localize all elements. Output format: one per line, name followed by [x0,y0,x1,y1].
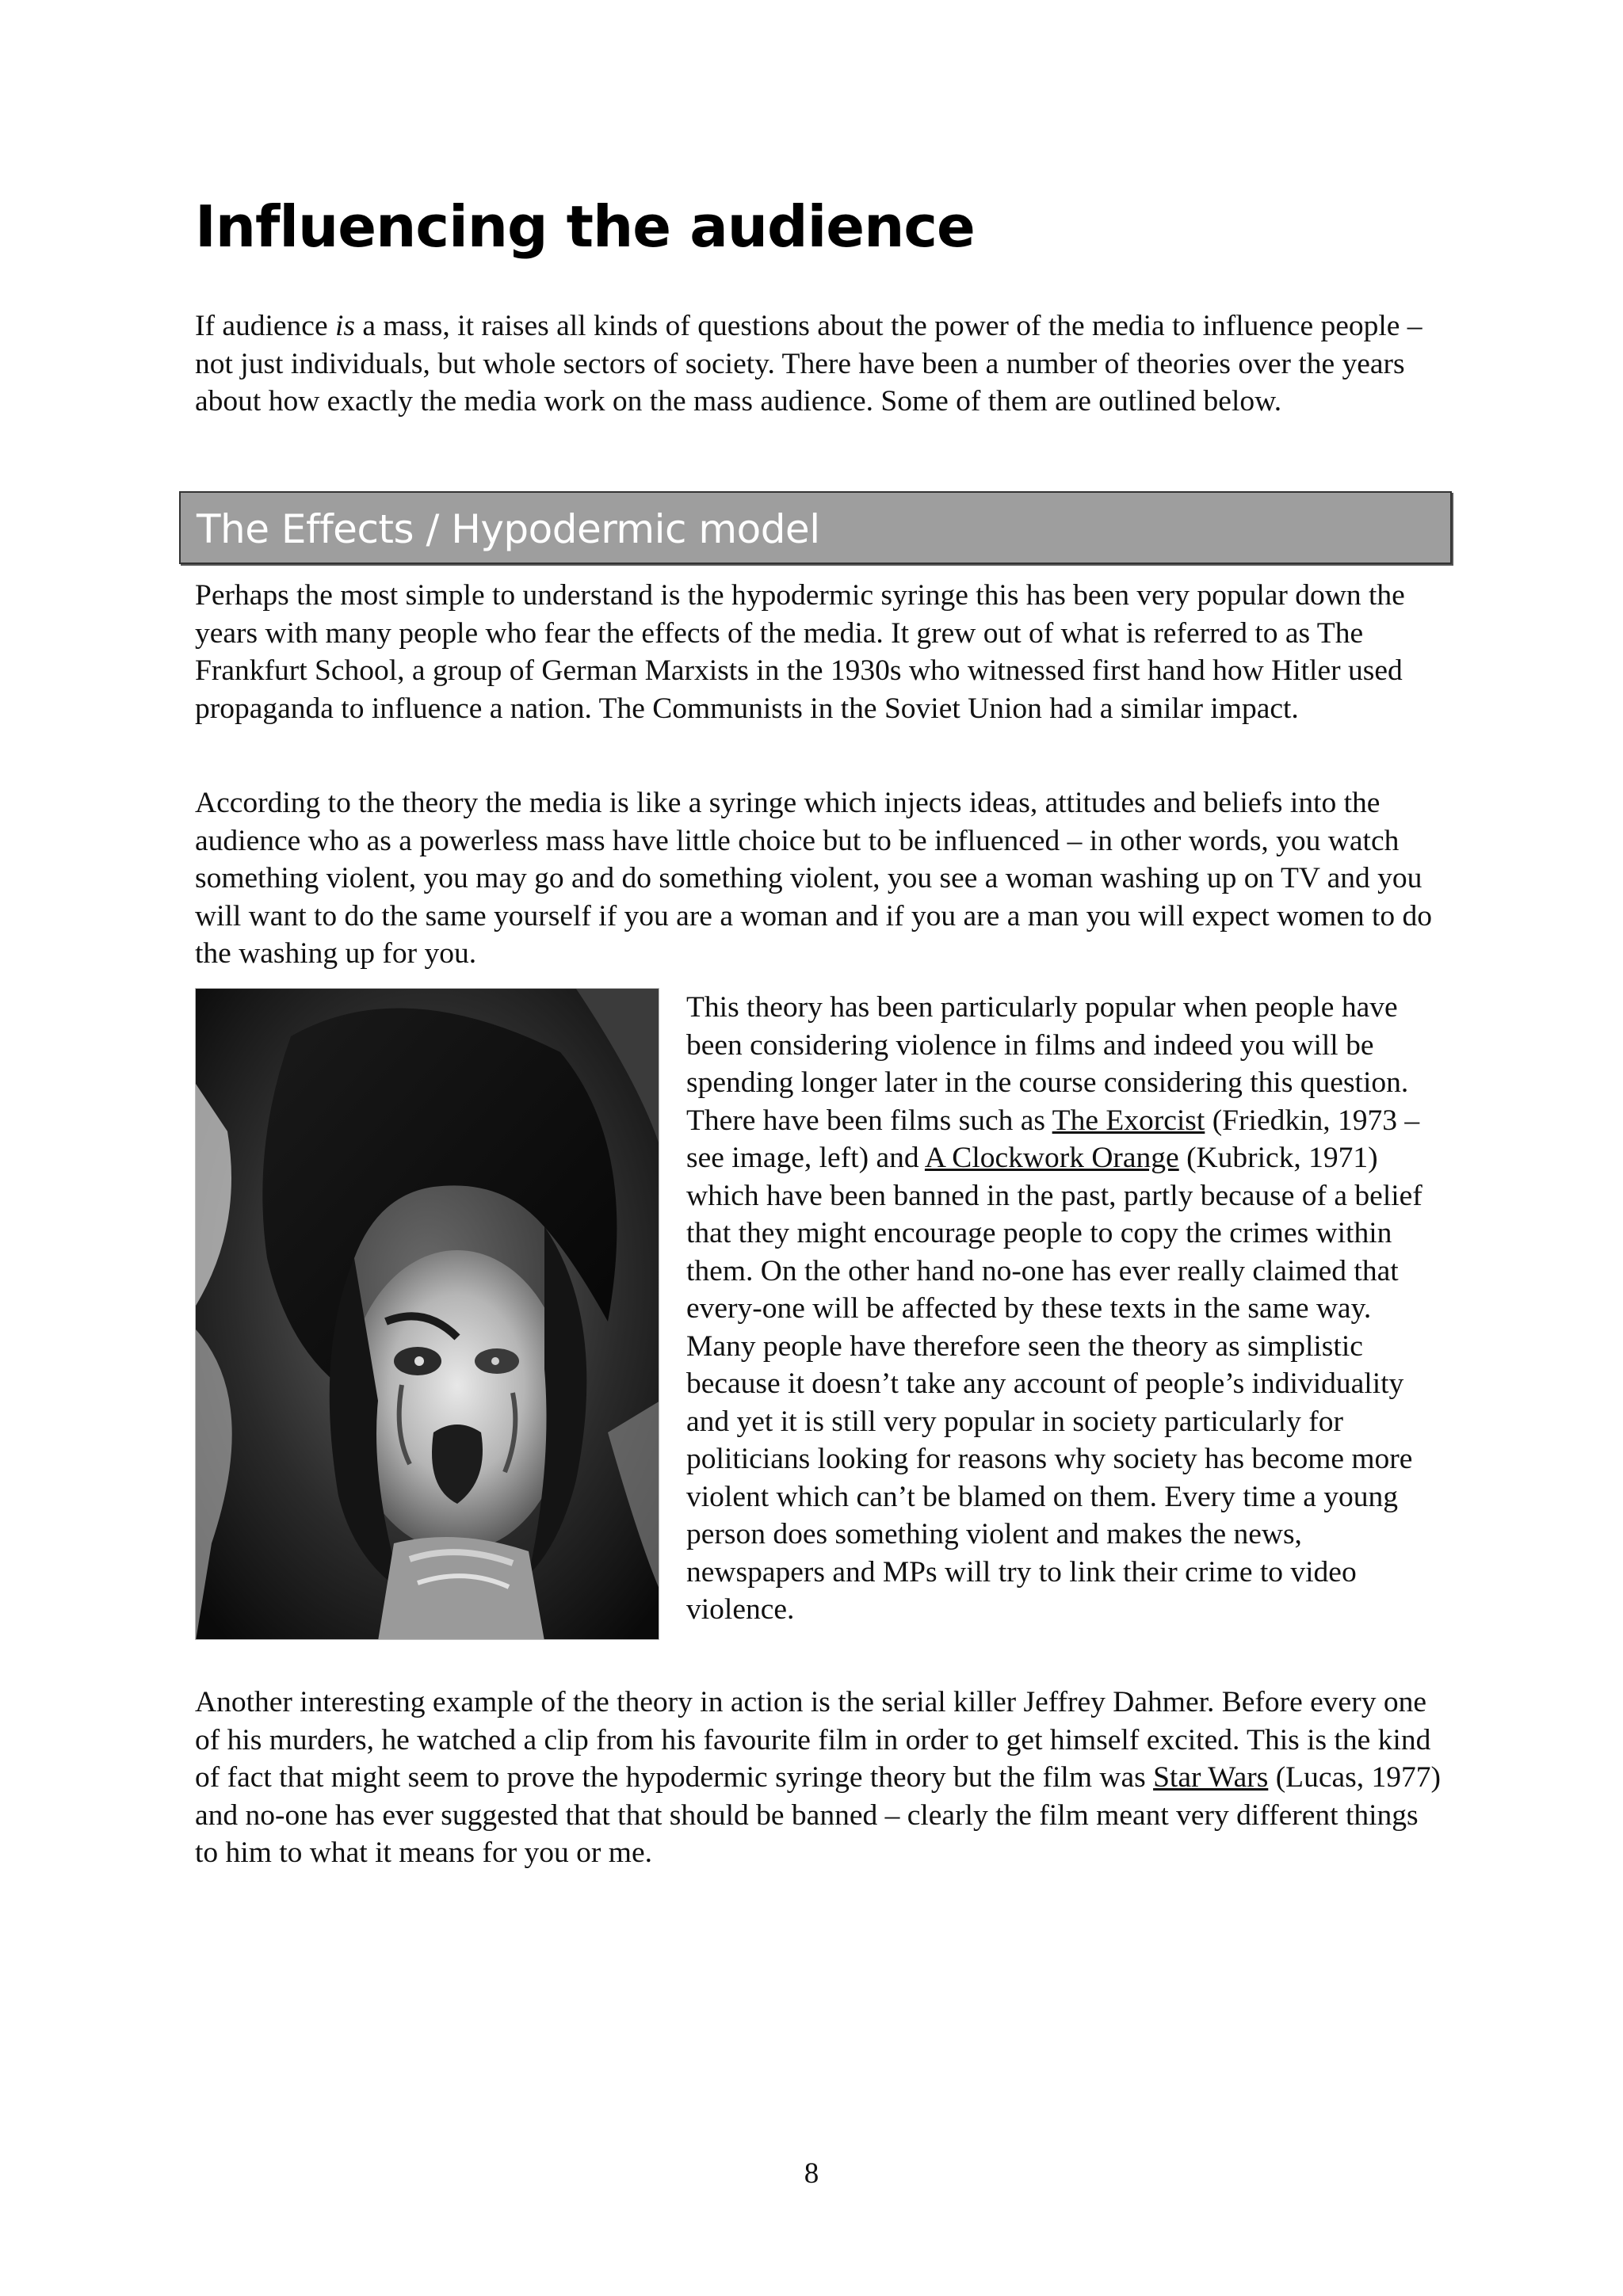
exorcist-image-illustration [196,989,659,1640]
exorcist-still-image [195,988,659,1640]
intro-emphasis: is [334,310,355,342]
intro-paragraph: If audience is a mass, it raises all kinds of questions about the power of the media to influence people – not just individuals, but whole sectors of society. There have been a number of theories over the years about how exactly the media work on the mass audience. Some of them are outlined below. [195,310,1423,418]
paragraph-film-violence: This theory has been particularly popular when people have been considering violence in films and indeed you will be spending longer later in the course considering this question. There have been films such as The Exorcist (Friedkin, 1973 – see image, left) and A Clockwork Orange (Kubrick, 1971) which have been banned in the past, partly because of a belief that they might encourage people to copy the crimes within them. On the other hand no-one has ever really claimed that every-one will be affected by these texts in the same way. Many people have therefore seen the theory as simplistic because it doesn’t take any account of people’s individuality and yet it is still very popular in society particularly for politicians looking for reasons why society has become more violent which can’t be blamed on them. Every time a young person does something violent and makes the news, newspapers and MPs will try to link their crime to video violence. [686,991,1423,1626]
film-title-star-wars: Star Wars [1153,1761,1269,1794]
film-title-a-clockwork-orange: A Clockwork Orange [924,1142,1179,1174]
section-heading-bar [179,491,1452,564]
paragraph-frankfurt: Perhaps the most simple to understand is the hypodermic syringe this has been very popular down the years with many people who fear the effects of the media. It grew out of what is referred to as The Frankfurt School, a group of German Marxists in the 1930s who witnessed first hand how Hitler used propaganda to influence a nation. The Communists in the Soviet Union had a similar impact. [195,579,1405,725]
section-heading: The Effects / Hypodermic model [197,506,820,552]
film-title-the-exorcist: The Exorcist [1052,1104,1205,1137]
paragraph-syringe: According to the theory the media is like a syringe which injects ideas, attitudes and beliefs into the audience who as a powerless mass have little choice but to be influenced – in other words, you watch something violent, you may go and do something violent, you see a woman washing up on TV and you will want to do the same yourself if you are a woman and if you are a man you will expect women to do the washing up for you. [195,787,1433,970]
page-number: 8 [804,2157,819,2190]
paragraph-dahmer: Another interesting example of the theory in action is the serial killer Jeffrey Dahmer. Before every one of his murders, he watched a clip from his favourite film in order to get himself excited. This is the kind of fact that might seem to prove the hypodermic syringe theory but the film was Star Wars (Lucas, 1977) and no-one has ever suggested that that should be banned – clearly the film meant very different things to him to what it means for you or me. [195,1686,1441,1869]
page-title: Influencing the audience [195,193,975,260]
